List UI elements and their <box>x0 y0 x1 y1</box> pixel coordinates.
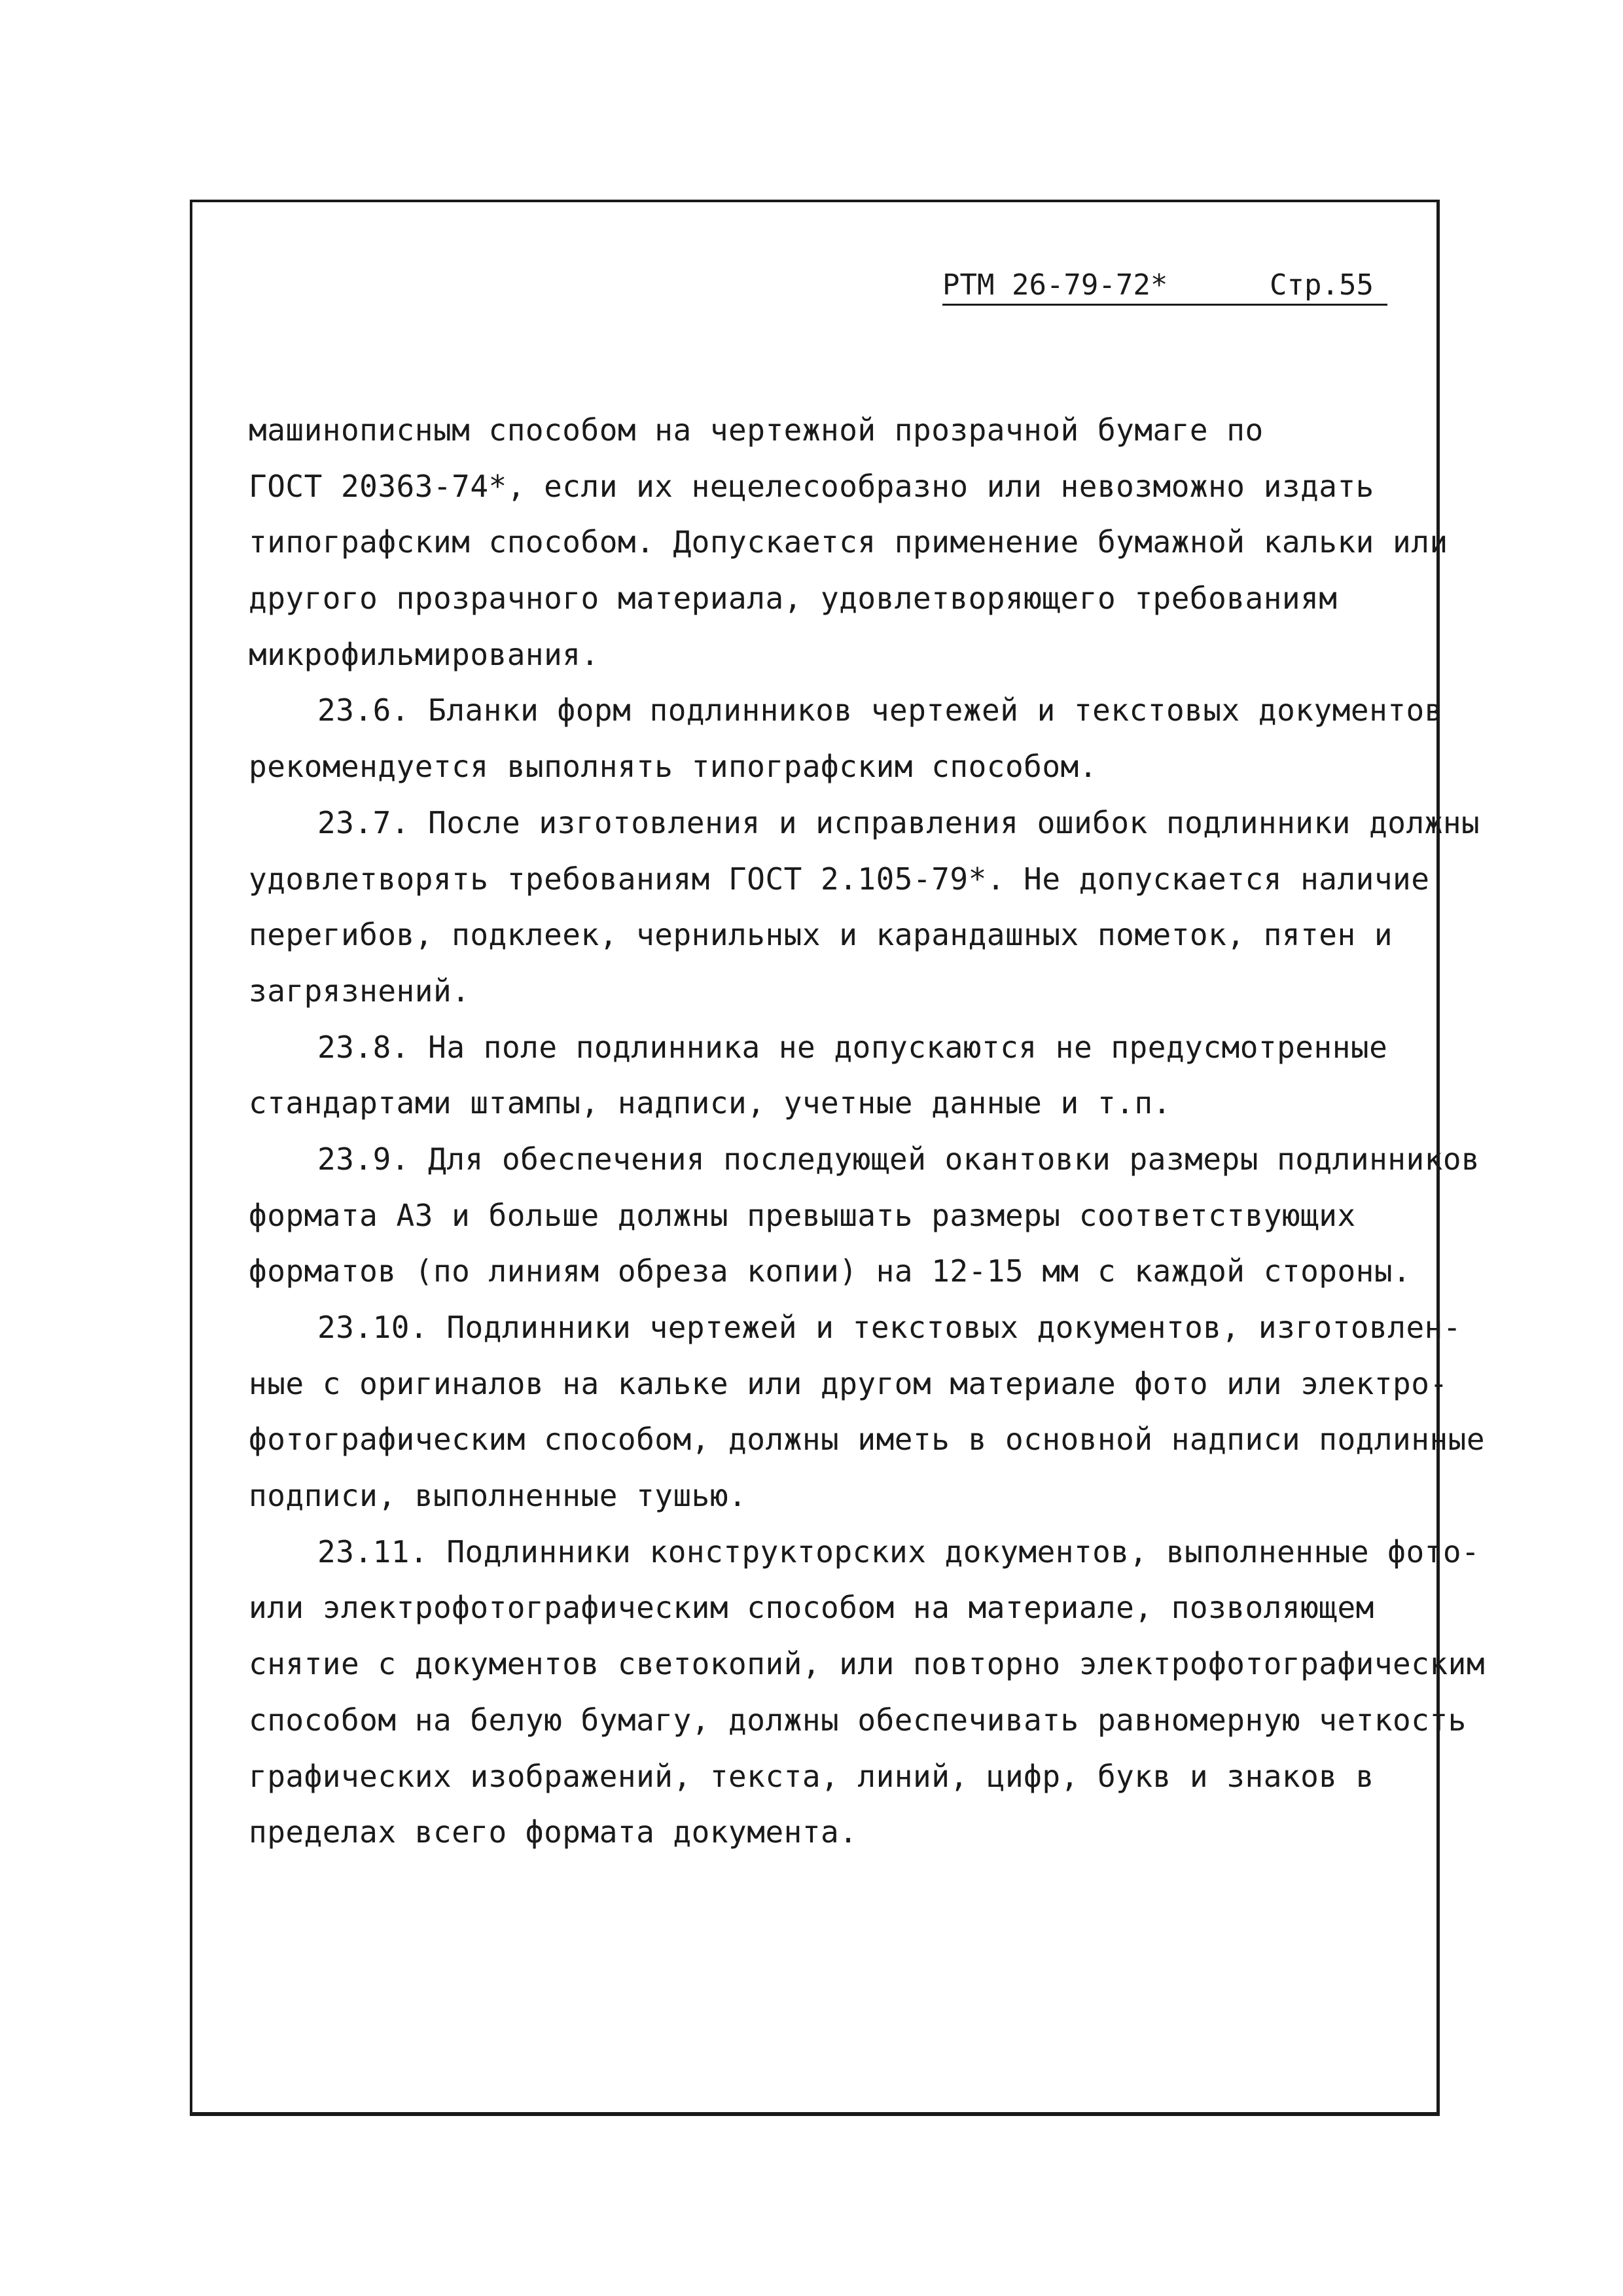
body-text <box>249 403 1486 1861</box>
text-line: загрязнений. <box>249 973 471 1009</box>
paragraph-start-line: 23.8. На поле подлинника не допускаются не предусмотренные <box>317 1029 1388 1065</box>
page-number: Стр.55 <box>1270 268 1374 302</box>
text-line: формата А3 и больше должны превышать размеры соответствующих <box>249 1197 1356 1233</box>
page-header <box>942 262 1387 308</box>
text-line: снятие с документов светокопий, или повторно электрофотографическим <box>249 1646 1486 1682</box>
text-line: другого прозрачного материала, удовлетворяющего требованиям <box>249 581 1338 617</box>
paragraph-start-line: 23.9. Для обеспечения последующей окантовки размеры подлинников <box>317 1141 1480 1177</box>
text-line: подписи, выполненные тушью. <box>249 1478 747 1514</box>
text-line: рекомендуется выполнять типографским способом. <box>249 749 1097 785</box>
text-line: машинописным способом на чертежной прозрачной бумаге по <box>249 412 1264 448</box>
paragraph-start-line: 23.7. После изготовления и исправления ошибок подлинники должны <box>317 804 1480 840</box>
document-code: РТМ 26-79-72* <box>942 268 1168 302</box>
text-line: графических изображений, текста, линий, цифр, букв и знаков в <box>249 1758 1374 1794</box>
text-line: удовлетворять требованиям ГОСТ 2.105-79*. Не допускается наличие <box>249 861 1430 897</box>
text-line: или электрофотографическим способом на материале, позволяющем <box>249 1590 1374 1626</box>
text-line: пределах всего формата документа. <box>249 1814 858 1850</box>
paragraph-start-line: 23.10. Подлинники чертежей и текстовых документов, изготовлен- <box>317 1310 1462 1345</box>
text-line: стандартами штампы, надписи, учетные данные и т.п. <box>249 1085 1171 1121</box>
text-line: фотографическим способом, должны иметь в основной надписи подлинные <box>249 1422 1486 1458</box>
text-line: способом на белую бумагу, должны обеспечивать равномерную четкость <box>249 1702 1467 1738</box>
text-line: перегибов, подклеек, чернильных и карандашных пометок, пятен и <box>249 917 1393 953</box>
text-line: типографским способом. Допускается применение бумажной кальки или <box>249 524 1448 560</box>
paragraph-start-line: 23.6. Бланки форм подлинников чертежей и текстовых документов <box>317 692 1443 728</box>
paragraph-start-line: 23.11. Подлинники конструкторских документов, выполненные фото- <box>317 1534 1480 1570</box>
text-line: форматов (по линиям обреза копии) на 12-15 мм с каждой стороны. <box>249 1253 1412 1289</box>
header-underline <box>942 304 1387 306</box>
text-line: ные с оригиналов на кальке или другом материале фото или электро- <box>249 1365 1448 1401</box>
text-line: ГОСТ 20363-74*, если их нецелесообразно или невозможно издать <box>249 468 1374 504</box>
text-line: микрофильмирования. <box>249 636 599 672</box>
